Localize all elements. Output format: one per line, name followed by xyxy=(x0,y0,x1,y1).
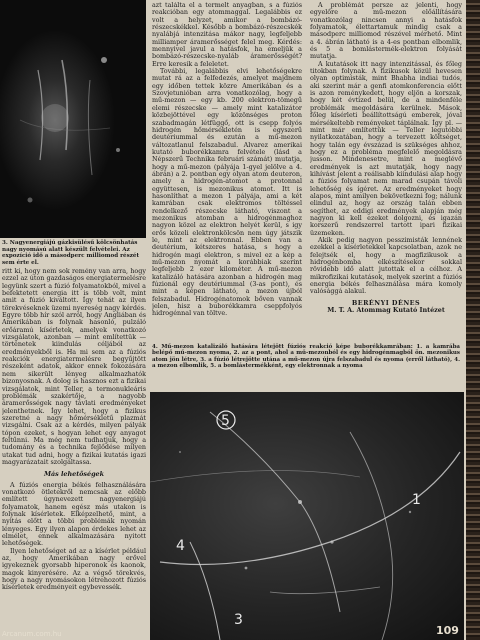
paragraph: A problémát persze az jelenti, hogy egyelőre a mű-mezon előállítására vonatkozólag nincsen annyi a hatásfok folyamatok, élettartamuk mindig csak a másodperc milliomod részével mérhető. Mint a 4. ábrán látható is a 4-es pontban elbomlik, és 5 a bomlástermék-elektron folyását mutatja. xyxy=(310,2,462,61)
watermark: Arcanum.com.hu xyxy=(2,630,62,638)
bubble-chamber-graphic xyxy=(150,392,464,640)
paragraph: A fúziós energia békés felhasználására vonatkozó ötletekről nemcsak az előbb említett úgynevezett nagyenergiájú folyamatok, hanem egész más utakon is folynak kísérletek. Elképzelhető, mint, a nyitás előtt a többi problémák nyomán lényeges. Egy ilyen alapon érdekes lehet az elmélet, ennek alkalmazására nyitott lehetőségek. xyxy=(2,480,146,548)
page-number: 109 xyxy=(436,624,459,637)
track-label: 5 xyxy=(221,413,230,429)
paragraph: ritt ki, hogy nem sok remény van arra, hogy ezzel az úton gazdaságos energiatermelésre legyünk szert a fúzió folyamatokból, mivel a befektetett energia itt is több volt, mint amit a fúzió kiváltott. Így tehát az ilyen törekvéseknek üzemi nyereség nagy kérdés. Egyre több hír szól arról, hogy Angliában és Amerikában is folynak hasonló, pulzáló erőáramú kísérletek, amelyek vonatkozó vizsgálatok, azonban — mint említettük — történetek kiindulás céljából az eredményekből is. Ha mi sem az a fúziós reakciók energiatermelésre begyűjtött részeként adatok, akkor ennek fokozására nem sikerült lényeg alkalmazhatók bizonyosnak. A dolog is hasznos ezt a fizikai vizsgálatok, mint Teller, a termonukleáris problémák szakértője, a nagyobb áramerősségek nagy távlati eredményeket jelenthetnek. Így lehet, hogy a fizikus szeretné a nagy hőmérsékletű plazmát vizsgálni. Csak az a kérdés, milyen pályák tópon ezeket, s hogyan lehet egy anyagot feltűnni. Ma még nem tudhatjuk, hogy a tudomány és a technika fejlődése milyen utakat tud adni, hogy a fizikai kutatás igazi magyarázatait szolgáltassa. xyxy=(2,268,146,466)
paragraph: Ilyen lehetőséget ad az a kísérlet például az, hogy Amerikában nagy erővel igyekeznek gyorsabb hiperonok és kaonok, magok kinyerésére. Az a végső törekvés, hogy a nagy nyomásokon létrehozott fúziós kísérletek eredményeit egybevessék. xyxy=(2,546,146,592)
text-column-left xyxy=(2,268,146,640)
figure-3-caption: 3. Nagyenergiájú gázkisülésű kölcsönhatás nagy nyomású alatt készült felvételei. Az expozíció idő a másodperc milliomod részét sem érte el. xyxy=(2,240,140,266)
track-label: 3 xyxy=(234,612,243,628)
paragraph: Akik pedig nagyon pesszimisták lennének ezekkel a kísérletekkel kapcsolatban, azok ne felejtsék el, hogy a magfizikusok a hidrogénbomba elkészítésekor sokkal rövidebb idő alatt jutottak el a célhoz. A mikrofizikai kutatások, melyek szerint a fúziós energia békés felhasználása mára komoly valósággá alakul. xyxy=(310,236,462,296)
author-affiliation: M. T. A. Atommag Kutató Intézet xyxy=(327,306,445,315)
text-column-right xyxy=(310,2,462,340)
streak-marks xyxy=(20,57,120,203)
figure-4-caption: 4. Mű-mezon katalizáló hatására létejött fúziós reakció képe buborékkamrában: 1. a kamrába belépő mű-mezon nyoma, 2. az a pont, ahol a mű-mezonból és egy hidrogénmagból ön. mezonikus atom jön létre, 3. a fúzió létrejötte utána a mű-mezon újra felszabadul és nyoma (erről látható), 4. a mezon elbomlik, 5. a bomlástermékként, egy elektronnak a nyoma xyxy=(152,344,460,370)
plasma-discharge-graphic xyxy=(0,0,146,238)
bubble-chamber-photo xyxy=(150,392,464,640)
track-label-markers xyxy=(176,411,421,628)
bubble-tracks xyxy=(150,412,460,640)
text-column-middle xyxy=(152,2,302,340)
author-name: BERÉNYI DÉNES xyxy=(351,298,421,307)
plasma-discharge-photo xyxy=(0,0,146,238)
binding-edge xyxy=(466,0,480,640)
track-label: 1 xyxy=(412,492,421,508)
paragraph: azt találta el a termelt anyagban, s a fúziós reakcióban egy atommaggal. Legalábbis ez volt a helyzet, amikor a bombázó-részecskékkel. Később a bombázó-részecskék nyalábjá intenzitása mákor nagy, legfeljebb milliamper áramerősséget felel meg. Kérdés: mennyivel javul a hatásfok, ha emeljük a bombázó-részecske-nyaláb áramerősségét? Erre keresik a feleletet. xyxy=(152,2,302,68)
track-label: 4 xyxy=(176,538,185,554)
paragraph: További, legalábbis elvi lehetőségekre mutat rá az a felfedezés, amelyet majdnem egy időben tettek közre Amerikában és a Szovjetunióban arra vonatkozólag, hogy a mű-mezon — egy kb. 200 elektron-tömegű elemi részecske — amely mint katalizátor közbejöttével egy közönséges proton szabadmagán létfüggő, ott is csepp folyós hidrogén hőmérsékletén is egyszerű deutériummal és ezután a mű-mezon változatlanul felszabadul. Alvarez amerikai kutató buborékkamra felvétele (lásd a Népszerű Technika februári számát) mutatja, hogy a mű-mezon (pályája 1-gyel jelölve a 4. ábrán) a 2. pontban egy olyan atom deuteron, amely a hidrogén-atomot a protonnal együttesen, is mezonikus atomot. Itt is hasonlíthat a mezon 1 pályája, ami a két kamrában csak elektromos töltéssel rendelkező részecske látható, viszont a mezonikus atomban a hidrogénmaghoz nagyon közel az elektron helyét kerül, s igy erős közeli elektronkölcsön nem úgy játszik le, mint az elektronnal. Ebben van a deutérium, kétszeres hatása, s hogy a hidrogén magi elektron, s mivel ez a kép a mű-mezon nyomát a korábbiak szerint legfeljebb 2 ezer kilométer. A mű-mezon katalizáló hatására azonban a hidrogén mag fúzionál egy deutériummal (3-as pont), és mint a képen látható, a mezon újból felszabadul. Hidrogénatomok bőven vannak jelen, hisz a buborékkamra cseppfolyós hidrogénnal van töltve. xyxy=(152,67,302,318)
section-subheading: Más lehetőségek xyxy=(43,470,105,479)
paragraph: A kutatások itt nagy intenzitással, és főleg titokban folynak. A fizikusok közül hevesen olyan optimisták, mint Bhabha indiai tudós, aki szerint már a genfi atomkonferencia előtt is azon reménykedett, hogy eljön a korszak, hogy két évtized belül, de a mindenféle problémák megoldására kerülnek. Mások, főleg kísérleti beállítottságú emberek, jóval mérsékeltebb reményeket táplálnak. Így pl. — mint már említettük — Teller legutóbbi nyilatkozatában, hogy a tervezett költséget, hogy talán egy évszázad is szükséges ahhoz, hogy ez a probléma megfelelő megoldásra jusson. Mindenesetre, mint a meglévő eredmények is azt mutatják, hogy nagy kihívást jelent a reálisabb kiindulási alap hogy a fúziós folyamat nem marad csupán távoli lehetőség és ígéret. Az eredményeket hogy alapos, mint amilyen bekövetkezni fog; nálunk elindul az, hogy az ország talán ebben segíthet, az eddigi eredmények alapján még nagyon ki kell ezeket dolgozni, és igazán korszerű rendszerrel tartott ipari fizikai üzemeken. xyxy=(310,59,462,237)
